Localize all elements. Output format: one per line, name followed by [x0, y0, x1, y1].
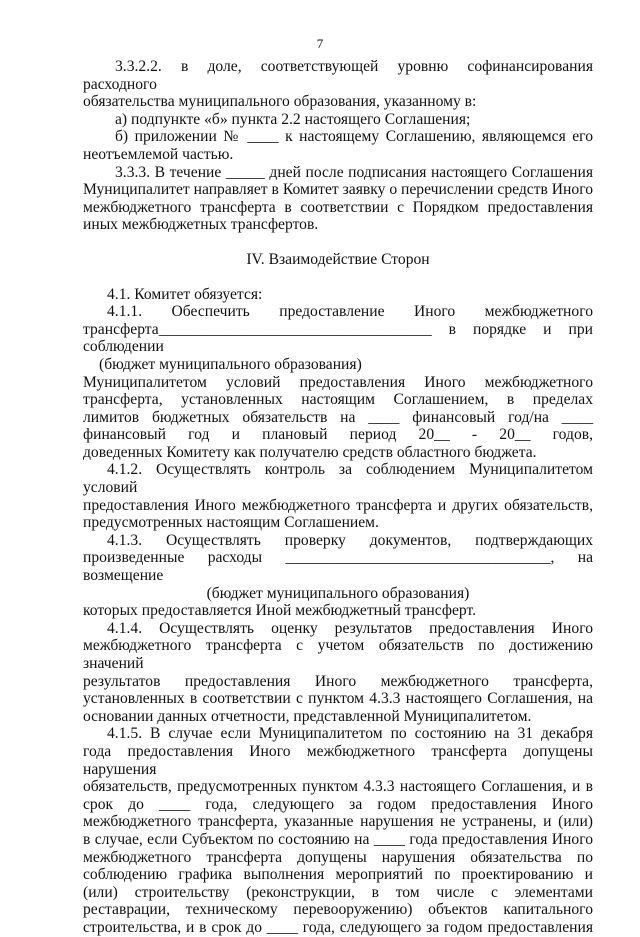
- text-line: которых предоставляется Иной межбюджетный трансферт.: [83, 602, 477, 620]
- text-line: 4.1.1. Обеспечить предоставление Иного межбюджетного: [107, 303, 593, 321]
- text-line: а) подпункте «б» пункта 2.2 настоящего Соглашения;: [115, 110, 471, 128]
- text-line: финансовый год и плановый период 20__ - 20__ годов,: [83, 426, 593, 444]
- text-line: б) приложении № ____ к настоящему Соглашению, являющемся его: [115, 128, 593, 146]
- text-line: 4.1.3. Осуществлять проверку документов, подтверждающих: [107, 531, 593, 549]
- field-caption: (бюджет муниципального образования): [99, 355, 362, 373]
- text-line: межбюджетного трансферта допущены нарушения обязательства по: [83, 848, 593, 866]
- text-line: 3.3.3. В течение _____ дней после подписания настоящего Соглашения: [115, 163, 593, 181]
- text-line: результатов предоставления Иного межбюджетного трансферта,: [83, 672, 593, 690]
- text-line: межбюджетного трансферта, указанные нарушения не устранены, и (или): [83, 813, 593, 831]
- text-line: произведенные расходы __________________________________, на возмещение: [83, 549, 593, 585]
- text-line: межбюджетного трансферта в соответствии с Порядком предоставления: [83, 198, 593, 216]
- text-line: нарушения: [83, 760, 157, 778]
- text-line: 4.1.2. Осуществлять контроль за соблюдением Муниципалитетом условий: [83, 461, 593, 497]
- text-line: трансферта___________________________________ в порядке и при соблюдении: [83, 320, 593, 356]
- text-line: трансферта, установленных настоящим Соглашением, в пределах: [83, 391, 593, 409]
- document-body: [83, 58, 593, 937]
- text-line: в случае, если Субъектом по состоянию на ____ года предоставления Иного: [83, 830, 593, 848]
- text-line: обязательства муниципального образования, указанному в:: [83, 93, 477, 111]
- text-line: 4.1.4. Осуществлять оценку результатов предоставления Иного: [107, 619, 593, 637]
- text-line: неотъемлемой частью.: [83, 145, 234, 163]
- text-line: обязательств, предусмотренных пунктом 4.3.3 настоящего Соглашения, и в: [83, 778, 593, 796]
- text-line: предоставления Иного межбюджетного трансферта и других обязательств,: [83, 496, 593, 514]
- text-line: 3.3.2.2. в доле, соответствующей уровню софинансирования расходного: [83, 58, 593, 93]
- text-line: Муниципалитет направляет в Комитет заявку о перечислении средств Иного: [83, 181, 593, 199]
- page-number: 7: [316, 36, 324, 51]
- text-line: лимитов бюджетных обязательств на ____ финансовый год/на ____: [83, 408, 593, 426]
- text-line: (или) строительству (реконструкции, в том числе с элементами: [83, 883, 593, 901]
- section-title: IV. Взаимодействие Сторон: [246, 250, 430, 268]
- text-line: установленных в соответствии с пунктом 4.3.3 настоящего Соглашения, на: [83, 690, 593, 708]
- text-line: 4.1.5. В случае если Муниципалитетом по состоянию на 31 декабря: [107, 725, 593, 743]
- text-line: года предоставления Иного межбюджетного трансферта допущены: [83, 742, 593, 760]
- text-line: иных межбюджетных трансфертов.: [83, 216, 319, 234]
- text-line: 4.1. Комитет обязуется:: [107, 285, 263, 303]
- text-line: предусмотренных настоящим Соглашением.: [83, 514, 379, 532]
- text-line: срок до ____ года, следующего за годом предоставления Иного: [83, 795, 593, 813]
- text-line: межбюджетного трансферта с учетом обязательств по достижению значений: [83, 637, 593, 672]
- text-line: Муниципалитетом условий предоставления Иного межбюджетного: [83, 373, 593, 391]
- text-line: реставрации, техническому перевооружению) объектов капитального: [83, 901, 593, 919]
- text-line: основании данных отчетности, представленной Муниципалитетом.: [83, 707, 532, 725]
- text-line: соблюдению графика выполнения мероприятий по проектированию и: [83, 866, 593, 884]
- text-line: доведенных Комитету как получателю средств областного бюджета.: [83, 443, 537, 461]
- text-line: строительства, и в срок до ____ года, следующего за годом предоставления: [83, 918, 593, 936]
- field-caption: (бюджет муниципального образования): [206, 584, 470, 602]
